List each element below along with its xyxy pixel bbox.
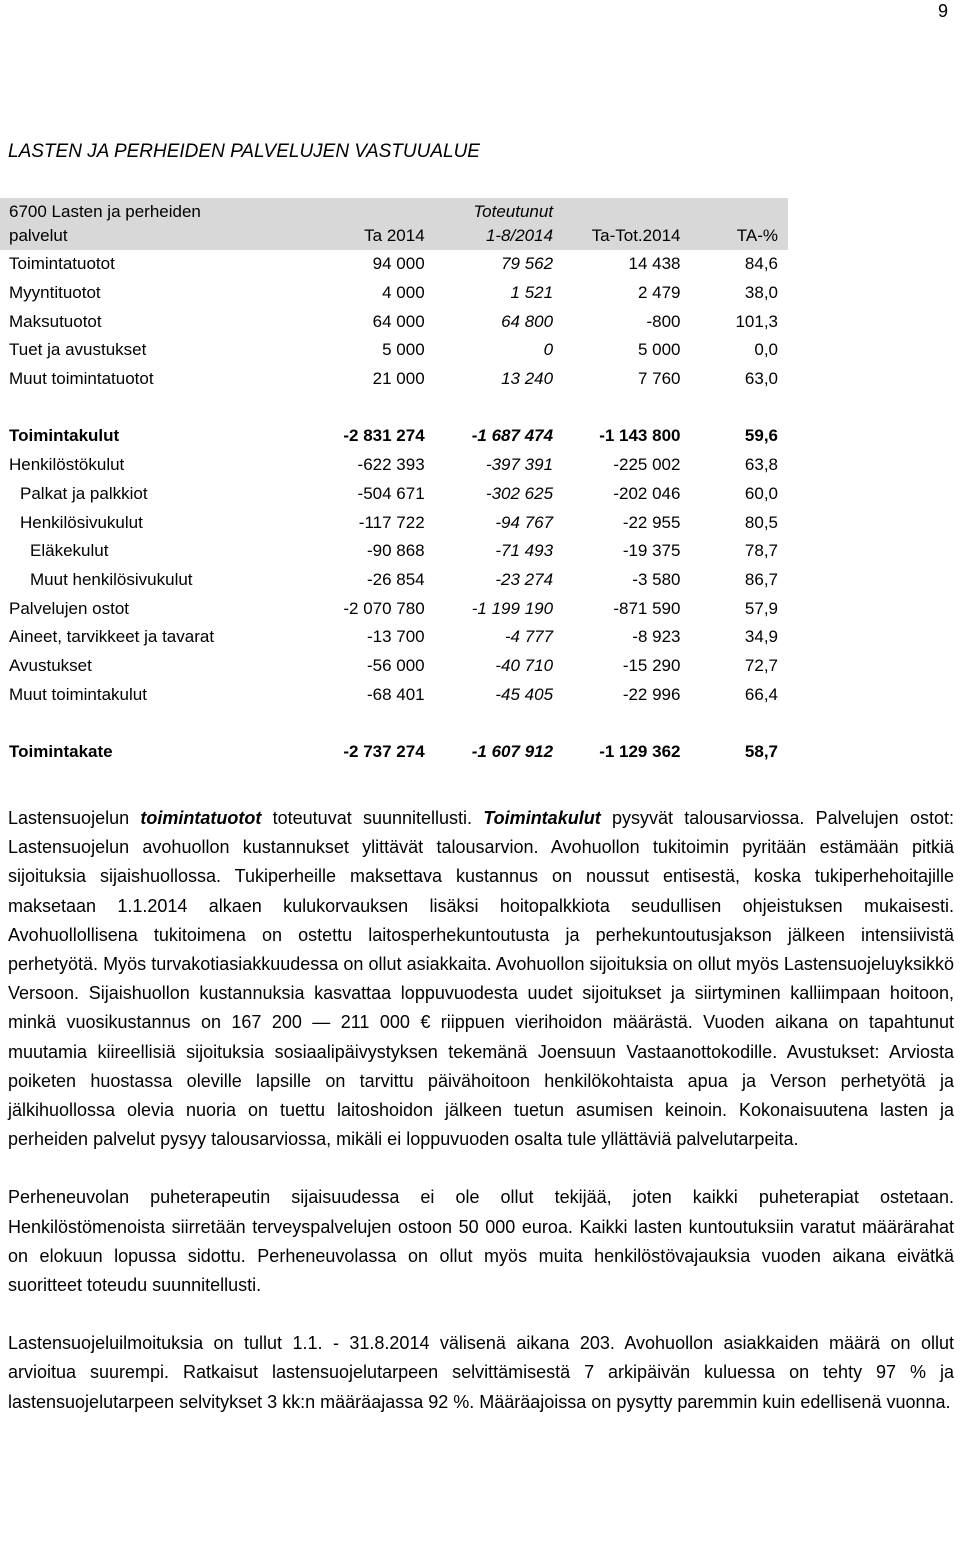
budget-table bbox=[0, 198, 788, 766]
row-label: Aineet, tarvikkeet ja tavarat bbox=[9, 627, 215, 647]
header-label-line2: palvelut bbox=[0, 222, 291, 250]
row-ta: 21 000 bbox=[372, 369, 425, 389]
row-diff: -3 580 bbox=[632, 569, 681, 589]
paragraph-1-emphasis-kulut: Toimintakulut bbox=[483, 808, 601, 828]
table-row bbox=[0, 566, 788, 595]
table-row bbox=[0, 480, 788, 509]
row-ta: 5 000 bbox=[382, 340, 425, 360]
row-label: Myyntituotot bbox=[9, 283, 101, 303]
row-tot: -4 777 bbox=[504, 627, 554, 647]
row-tot: 64 800 bbox=[501, 311, 554, 331]
paragraph-1-part-c: toteutuvat suunnitellusti. bbox=[261, 808, 484, 828]
row-label: Maksutuotot bbox=[9, 311, 102, 331]
row-label: Toimintakate bbox=[9, 742, 113, 762]
table-row bbox=[0, 680, 788, 709]
header-col1: Ta 2014 bbox=[291, 222, 425, 250]
table-row bbox=[0, 451, 788, 480]
row-pct: 38,0 bbox=[744, 283, 778, 303]
row-pct: 0,0 bbox=[754, 340, 778, 360]
row-tot: 13 240 bbox=[501, 369, 554, 389]
paragraph-1-emphasis-tuotot: toimintatuotot bbox=[140, 808, 262, 828]
row-tot: -1 607 912 bbox=[471, 742, 554, 762]
row-ta: -2 831 274 bbox=[343, 426, 425, 446]
row-diff: 2 479 bbox=[637, 283, 681, 303]
row-pct: 63,8 bbox=[744, 455, 778, 475]
row-pct: 63,0 bbox=[744, 369, 778, 389]
row-pct: 78,7 bbox=[744, 541, 778, 561]
table-row bbox=[0, 508, 788, 537]
row-pct: 66,4 bbox=[744, 684, 778, 704]
row-diff: -15 290 bbox=[622, 655, 681, 675]
row-ta: -2 737 274 bbox=[343, 742, 425, 762]
row-tot: 79 562 bbox=[501, 254, 554, 274]
row-diff: -22 996 bbox=[622, 684, 681, 704]
header-col3: Ta-Tot.2014 bbox=[553, 222, 680, 250]
row-label: Avustukset bbox=[9, 655, 92, 675]
row-pct: 58,7 bbox=[744, 742, 778, 762]
row-tot: -45 405 bbox=[495, 684, 554, 704]
row-tot: -1 687 474 bbox=[471, 426, 554, 446]
row-ta: -90 868 bbox=[366, 541, 425, 561]
row-tot: 0 bbox=[543, 340, 554, 360]
row-ta: 94 000 bbox=[372, 254, 425, 274]
table-row bbox=[0, 365, 788, 394]
row-ta: 64 000 bbox=[372, 311, 425, 331]
page-number: 9 bbox=[937, 1, 948, 21]
row-diff: -8 923 bbox=[632, 627, 681, 647]
row-label: Eläkekulut bbox=[30, 541, 109, 561]
row-diff: -1 143 800 bbox=[599, 426, 681, 446]
paragraph-1-part-e: pysyvät talousarviossa. Palvelujen ostot: Lastensuojelun avohuollon kustannukset ylittävät talousarvion. Avohuollon tukitoimin pyritään estämään pitkiä sijoituksia sijaishuollossa. Tukiperheille maksettava kustannus on noussut entisestä, koska tukiperhehoitajille maksetaan 1.1.2014 alkaen kulukorvauksen lisäksi hoitopalkkiota seudullisen ohjeistuksen mukaisesti. Avohuollollisena tukitoimena on ostettu laitosperhekuntoutusta ja perhekuntoutusjakson jälkeen intensiivistä perhetyötä. Myös turvakotiasiakkuudessa on ollut asiakkaita. Avohuollon sijoituksia on ollut myös Lastensuojeluyksikkö Versoon. Sijaishuollon kustannuksia kasvattaa loppuvuodesta uudet sijoitukset ja siirtyminen kalliimpaan hoitoon, minkä vuosikustannus on 167 200 — 211 000 € riippuen vierihoidon määrästä. Vuoden aikana on tapahtunut muutamia kiireellisiä sijoituksia sosiaalipäivystyksen tekemänä Joensuun Vastaanottokodille. Avustukset: Arviosta poiketen huostassa oleville lapsille on tarvittu päivähoitoon henkilökohtaista apua ja Verson perhetyötä ja jälkihuollossa olevia nuoria on tuettu laitoshoidon jälkeen tuetun asumisen keinoin. Kokonaisuutena lasten ja perheiden palvelut pysyy talousarviossa, mikäli ei loppuvuoden osalta tule yllättäviä palvelutarpeita. bbox=[8, 808, 955, 1150]
row-diff: -225 002 bbox=[613, 455, 681, 475]
row-ta: -26 854 bbox=[366, 569, 425, 589]
row-label: Henkilösivukulut bbox=[20, 512, 143, 532]
section-title: LASTEN JA PERHEIDEN PALVELUJEN VASTUUALUE bbox=[8, 141, 480, 162]
row-ta: 4 000 bbox=[382, 283, 425, 303]
row-label: Toimintakulut bbox=[9, 426, 120, 446]
row-label: Muut toimintatuotot bbox=[9, 369, 154, 389]
paragraph-1-part-a: Lastensuojelun bbox=[8, 808, 141, 828]
table-row bbox=[0, 336, 788, 365]
row-tot: -1 199 190 bbox=[471, 598, 554, 618]
row-ta: -13 700 bbox=[366, 627, 425, 647]
row-pct: 34,9 bbox=[744, 627, 778, 647]
header-col4: TA-% bbox=[680, 222, 788, 250]
table-header-row-2 bbox=[0, 222, 788, 250]
row-pct: 57,9 bbox=[744, 598, 778, 618]
row-label: Muut henkilösivukulut bbox=[30, 569, 193, 589]
table-row bbox=[0, 250, 788, 279]
paragraph-1 bbox=[8, 804, 954, 1154]
table-row bbox=[0, 279, 788, 308]
row-tot: -94 767 bbox=[495, 512, 554, 532]
row-ta: -622 393 bbox=[357, 455, 425, 475]
row-tot: -397 391 bbox=[485, 455, 554, 475]
row-diff: -22 955 bbox=[622, 512, 681, 532]
row-tot: 1 521 bbox=[510, 283, 554, 303]
row-diff: 7 760 bbox=[637, 369, 681, 389]
row-diff: -800 bbox=[646, 311, 681, 331]
row-diff: -871 590 bbox=[613, 598, 681, 618]
row-tot: -40 710 bbox=[495, 655, 554, 675]
table-header-row-1 bbox=[0, 198, 788, 222]
row-label: Toimintatuotot bbox=[9, 254, 115, 274]
row-pct: 84,6 bbox=[744, 254, 778, 274]
row-pct: 86,7 bbox=[744, 569, 778, 589]
row-label: Palvelujen ostot bbox=[9, 598, 130, 618]
row-tot: -302 625 bbox=[485, 483, 554, 503]
row-label: Henkilöstökulut bbox=[9, 455, 125, 475]
row-pct: 60,0 bbox=[744, 483, 778, 503]
row-label: Muut toimintakulut bbox=[9, 684, 147, 704]
row-diff: -202 046 bbox=[613, 483, 681, 503]
row-label: Palkat ja palkkiot bbox=[20, 483, 148, 503]
row-label: Tuet ja avustukset bbox=[9, 340, 147, 360]
row-diff: -19 375 bbox=[622, 541, 681, 561]
table-row bbox=[0, 307, 788, 336]
header-col2-line2: 1-8/2014 bbox=[425, 222, 553, 250]
row-tot: -71 493 bbox=[495, 541, 554, 561]
row-pct: 59,6 bbox=[744, 426, 778, 446]
header-label-line1: 6700 Lasten ja perheiden bbox=[0, 198, 291, 222]
row-ta: -504 671 bbox=[357, 483, 425, 503]
table-row bbox=[0, 594, 788, 623]
row-pct: 101,3 bbox=[735, 311, 778, 331]
body-text bbox=[8, 804, 954, 1417]
row-ta: -117 722 bbox=[358, 512, 425, 532]
paragraph-2: Perheneuvolan puheterapeutin sijaisuudessa ei ole ollut tekijää, joten kaikki puheterapiat ostetaan. Henkilöstömenoista siirretään terveyspalvelujen ostoon 50 000 euroa. Kaikki lasten kuntoutuksiin varatut määrärahat on elokuun lopussa sidottu. Perheneuvolassa on ollut myös muita henkilöstövajauksia vuoden aikana eivätkä suoritteet toteudu suunnitellusti. bbox=[8, 1187, 954, 1296]
row-pct: 80,5 bbox=[744, 512, 778, 532]
row-diff: 5 000 bbox=[637, 340, 681, 360]
table-row bbox=[0, 623, 788, 652]
row-ta: -56 000 bbox=[366, 655, 425, 675]
header-col2-line1: Toteutunut bbox=[425, 198, 553, 222]
table-row bbox=[0, 422, 788, 451]
table-row bbox=[0, 537, 788, 566]
row-ta: -2 070 780 bbox=[343, 598, 425, 618]
table-row bbox=[0, 652, 788, 681]
row-pct: 72,7 bbox=[744, 655, 778, 675]
paragraph-3: Lastensuojeluilmoituksia on tullut 1.1. - 31.8.2014 välisenä aikana 203. Avohuollon asiakkaiden määrä on ollut arvioitua suurempi. Ratkaisut lastensuojelutarpeen selvittämisestä 7 arkipäivän kuluessa on tehty 97 % ja lastensuojelutarpeen selvitykset 3 kk:n määräajassa 92 %. Määräajoissa on pysytty paremmin kuin edellisenä vuonna. bbox=[8, 1333, 954, 1412]
row-diff: 14 438 bbox=[628, 254, 681, 274]
row-diff: -1 129 362 bbox=[599, 742, 681, 762]
table-total-row bbox=[0, 738, 788, 767]
row-ta: -68 401 bbox=[366, 684, 425, 704]
row-tot: -23 274 bbox=[495, 569, 554, 589]
